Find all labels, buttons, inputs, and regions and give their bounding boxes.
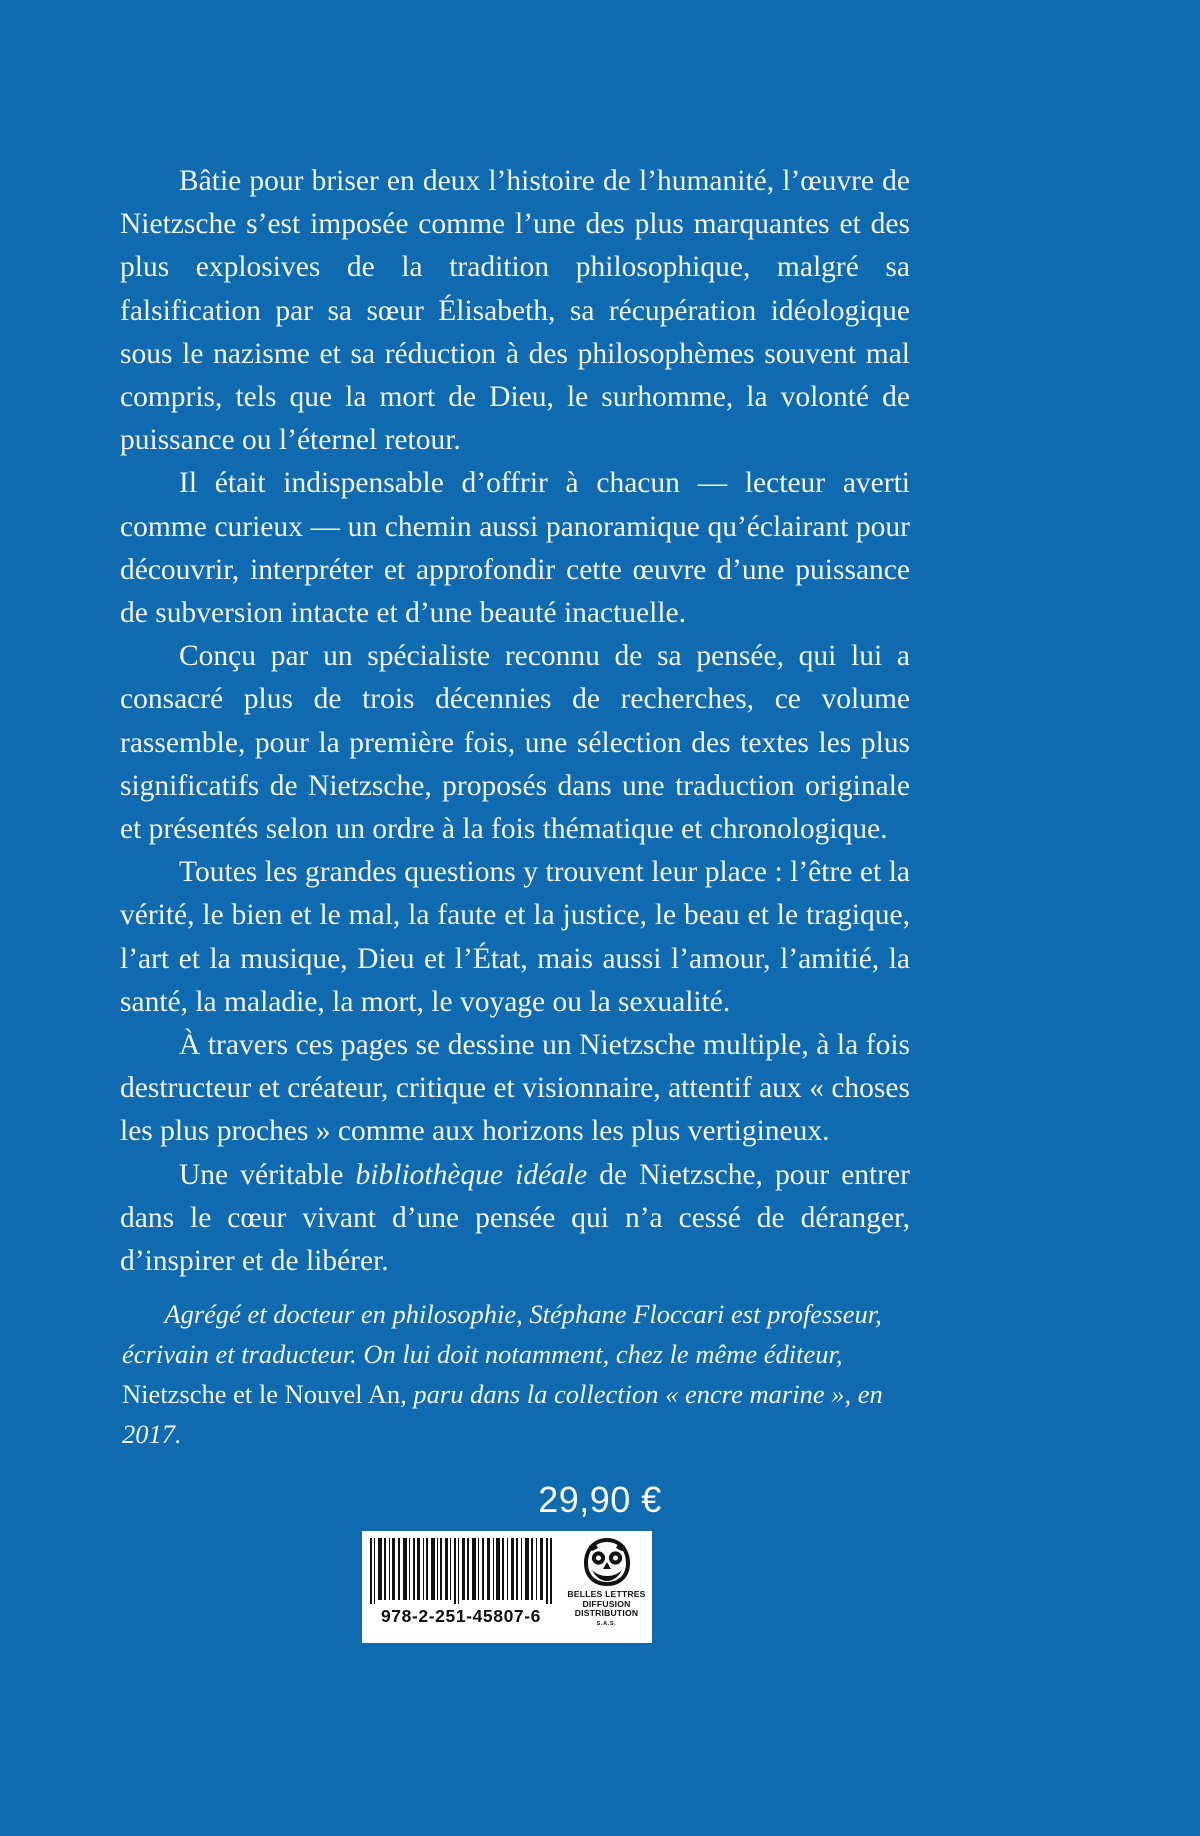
publisher-line-1: BELLES LETTRES	[567, 1589, 646, 1599]
blurb-final-after: de Nietzsche, pour entrer dans le cœur vivant d’une pensée qui n’a cessé de déranger, d’inspirer et de libérer.	[120, 1158, 910, 1278]
blurb-final-before: Une véritable	[179, 1158, 356, 1191]
author-bio-paragraph	[122, 1294, 912, 1454]
blurb-paragraph-6	[120, 1154, 910, 1284]
price-label: 29,90 €	[538, 1479, 662, 1520]
publisher-logo-block	[558, 1531, 652, 1643]
barcode-bars-icon	[370, 1538, 552, 1604]
blurb-paragraph-1: Bâtie pour briser en deux l’histoire de l’humanité, l’œuvre de Nietzsche s’est imposée comme l’une des plus marquantes et des plus explosives de la tradition philosophique, malgré sa falsification par sa sœur Élisabeth, sa récupération idéologique sous le nazisme et sa réduction à des philosophèmes souvent mal compris, tels que la mort de Dieu, le surhomme, la volonté de puissance ou l’éternel retour.	[120, 165, 910, 457]
publisher-line-3: DISTRIBUTION	[574, 1608, 639, 1619]
author-bio-part2: , paru dans la collection « encre marine », en 2017.	[122, 1379, 883, 1449]
blurb-paragraph-3: Conçu par un spécialiste reconnu de sa pensée, qui lui a consacré plus de trois décennies de recherches, ce volume rassemble, pour la première fois, une sélection des textes les plus significatifs de Nietzsche, proposés dans une traduction originale et présentés selon un ordre à la fois thématique et chronologique.	[120, 640, 910, 846]
blurb-paragraph-5: À travers ces pages se dessine un Nietzsche multiple, à la fois destructeur et créateur, critique et visionnaire, attentif aux « choses les plus proches » comme aux horizons les plus vertigineux.	[120, 1029, 910, 1148]
blurb-paragraph-4: Toutes les grandes questions y trouvent leur place : l’être et la vérité, le bien et le mal, la faute et la justice, le beau et le tragique, l’art et la musique, Dieu et l’État, mais aussi l’amour, l’amitié, la santé, la maladie, la mort, le voyage ou la sexualité.	[120, 856, 910, 1018]
author-bio-part1: Agrégé et docteur en philosophie, Stéphane Floccari est professeur, écrivain et traducteur. On lui doit notamment, chez le même éditeur,	[122, 1299, 882, 1369]
publisher-line-2: DIFFUSION	[582, 1598, 631, 1609]
author-bio-block	[122, 1294, 912, 1454]
blurb-final-italic-title: bibliothèque idéale	[355, 1158, 588, 1191]
owl-logo-icon	[580, 1535, 634, 1589]
barcode-panel	[362, 1531, 652, 1643]
isbn-number: 978-2-251-45807-6	[380, 1606, 542, 1626]
blurb-paragraph-2: Il était indispensable d’offrir à chacun — lecteur averti comme curieux — un chemin aussi panoramique qu’éclairant pour découvrir, interpréter et approfondir cette œuvre d’une puissance de subversion intacte et d’une beauté inactuelle.	[120, 467, 910, 630]
barcode-ean-block	[362, 1531, 558, 1643]
author-bio-book-title: Nietzsche et le Nouvel An	[122, 1379, 401, 1409]
publisher-legal-form: S.A.S.	[596, 1620, 617, 1627]
blurb-text-block	[120, 160, 910, 1283]
publisher-name-lines	[567, 1590, 645, 1629]
